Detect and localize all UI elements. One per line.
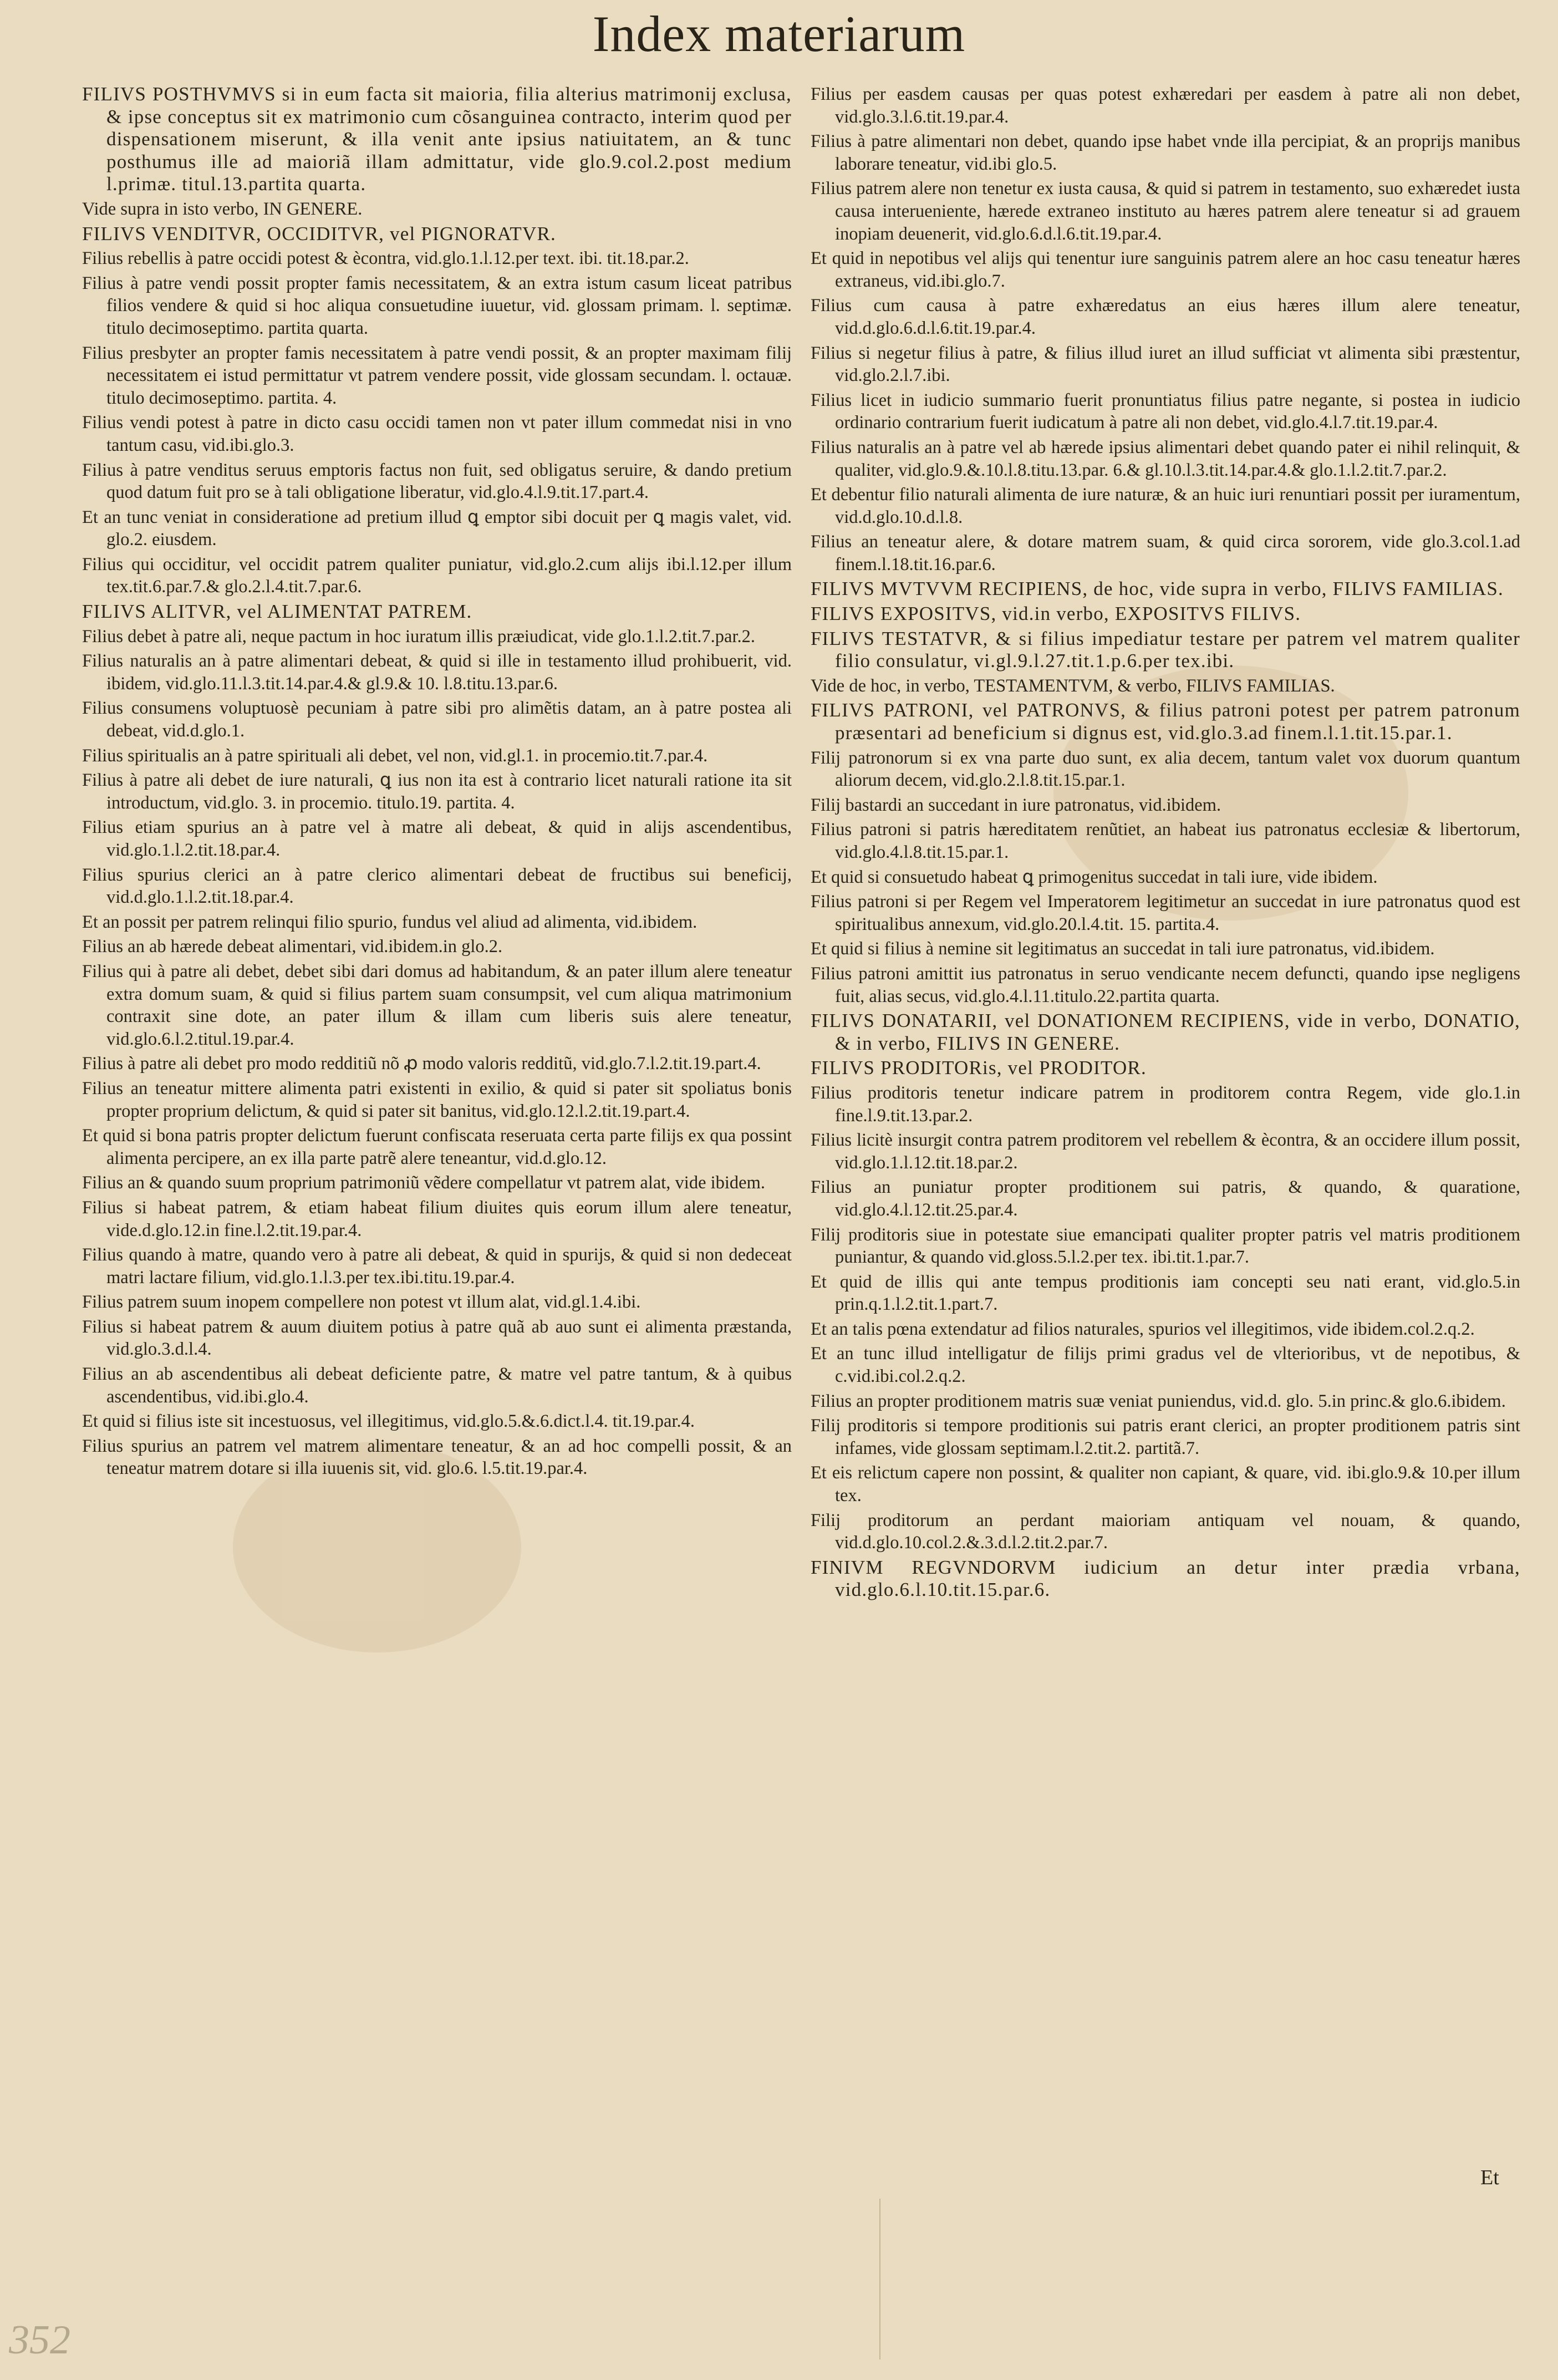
index-entry: Filius rebellis à patre occidi potest & ècontra, vid.glo.1.l.12.per text. ibi. tit.18.par.2. <box>82 248 689 269</box>
index-entry: Filius si habeat patrem, & etiam habeat filium diuites quis eorum illum alere teneatur, vide.d.glo.12.in fine.l.2.tit.19.par.4. <box>82 1197 792 1240</box>
index-entry: Filius naturalis an à patre alimentari debeat, & quid si ille in testamento illud prohibuerit, vid. ibidem, vid.glo.11.l.3.tit.14.par.4.& gl.9.& 10. l.8.titu.13.par.6. <box>82 651 792 694</box>
index-entry: Et debentur filio naturali alimenta de iure naturæ, & an huic iuri renuntiari possit per iuramentum, vid.d.glo.10.d.l.8. <box>811 485 1520 527</box>
index-heading: FILIVS ALITVR, vel ALIMENTAT PATREM. <box>82 601 472 623</box>
index-entry: Vide de hoc, in verbo, TESTAMENTVM, & verbo, FILIVS FAMILIAS. <box>811 675 1335 696</box>
index-entry: Filius naturalis an à patre vel ab hærede ipsius alimentari debet quando pater ei nihil relinquit, & qualiter, vid.glo.9.&.10.l.8.titu.13.par. 6.& gl.10.l.3.tit.14.par.4.& glo.1.l.2.tit.7.par.2. <box>811 437 1520 480</box>
index-entry: Filius patrem suum inopem compellere non potest vt illum alat, vid.gl.1.4.ibi. <box>82 1292 641 1313</box>
index-entry: Filius consumens voluptuosè pecuniam à patre sibi pro alimẽtis datam, an à patre postea ali debeat, vid.d.glo.1. <box>82 698 792 741</box>
index-heading: FILIVS VENDITVR, OCCIDITVR, vel PIGNORATVR. <box>82 222 556 245</box>
index-entry: Filius qui occiditur, vel occidit patrem qualiter puniatur, vid.glo.2.cum alijs ibi.l.12.per illum tex.tit.6.par.7.& glo.2.l.4.tit.7.par.6. <box>82 554 792 597</box>
catchword: Et <box>1480 2166 1499 2189</box>
index-entry: Filius licet in iudicio summario fuerit pronuntiatus filius patre negante, si postea in iudicio ordinario contrarium fuerit iudicatum à patre ali non debet, vid.glo.4.l.7.tit.19.par.4. <box>811 390 1520 433</box>
index-entry: Filius etiam spurius an à patre vel à matre ali debeat, & quid in alijs ascendentibus, vid.glo.1.l.2.tit.18.par.4. <box>82 817 792 860</box>
index-entry: Filius proditoris tenetur indicare patrem in proditorem contra Regem, vide glo.1.in fine.l.9.tit.13.par.2. <box>811 1082 1520 1126</box>
index-entry: Et quid si filius à nemine sit legitimatus an succedat in tali iure patronatus, vid.ibidem. <box>811 939 1435 959</box>
index-entry: Filius si habeat patrem & auum diuitem potius à patre quã ab auo sunt ei alimenta præstanda, vid.glo.3.d.l.4. <box>82 1316 792 1360</box>
index-entry: Filius patroni si per Regem vel Imperatorem legitimetur an succedat in iure patronatus quod est spiritualibus annexum, vid.glo.20.l.4.tit. 15. partita.4. <box>811 892 1520 934</box>
index-entry: Et an tunc illud intelligatur de filijs primi gradus vel de vlterioribus, vt de nepotibus, & c.vid.ibi.col.2.q.2. <box>811 1344 1520 1387</box>
index-entry: Filius spiritualis an à patre spirituali ali debet, vel non, vid.gl.1. in procemio.tit.7.par.4. <box>82 745 708 766</box>
index-entry: Filij bastardi an succedant in iure patronatus, vid.ibidem. <box>811 795 1221 815</box>
index-entry: Et quid si bona patris propter delictum fuerunt confiscata reseruata certa parte filijs ex qua possint alimenta percipere, an ex illa parte patrẽ alere teneantur, vid.d.glo.12. <box>82 1126 792 1168</box>
index-entry: Filius an puniatur propter proditionem sui patris, & quando, & quaratione, vid.glo.4.l.12.tit.25.par.4. <box>811 1177 1520 1220</box>
index-entry: Filius spurius clerici an à patre clerico alimentari debeat de fructibus sui beneficij, vid.d.glo.1.l.2.tit.18.par.4. <box>82 864 792 908</box>
index-heading: FILIVS PRODITORis, vel PRODITOR. <box>811 1057 1147 1079</box>
page-title: Index materiarum <box>592 6 966 62</box>
index-heading: FILIVS MVTVVM RECIPIENS, de hoc, vide supra in verbo, FILIVS FAMILIAS. <box>811 578 1504 600</box>
index-entry: Et quid in nepotibus vel alijs qui tenentur iure sanguinis patrem alere an hoc casu teneatur hæres extraneus, vid.ibi.glo.7. <box>811 248 1520 291</box>
index-entry: Filius à patre alimentari non debet, quando ipse habet vnde illa percipiat, & an proprijs manibus laborare teneatur, vid.ibi glo.5. <box>811 131 1520 174</box>
index-entry: Filius à patre ali debet de iure naturali, ꝗ ius non ita est à contrario licet naturali ratione ita sit introductum, vid.glo. 3. in procemio. titulo.19. partita. 4. <box>82 770 792 813</box>
index-entry: Vide supra in isto verbo, IN GENERE. <box>82 199 363 219</box>
index-entry: Filius quando à matre, quando vero à patre ali debeat, & quid in spurijs, & quid si non dedeceat matri lactare filium, vid.glo.1.l.3.per tex.ibi.titu.19.par.4. <box>82 1245 792 1288</box>
index-entry: Filij proditoris siue in potestate siue emancipati qualiter propter patris vel matris proditionem puniantur, & quando vid.gloss.5.l.2.per tex. ibi.tit.1.par.7. <box>811 1224 1520 1268</box>
index-entry: Et an talis pœna extendatur ad filios naturales, spurios vel illegitimos, vide ibidem.col.2.q.2. <box>811 1319 1475 1339</box>
index-entry: Filius à patre venditus seruus emptoris factus non fuit, sed obligatus seruire, & dando pretium quod datum fuit pro se à tali obligatione liberatur, vid.glo.4.l.9.tit.17.part.4. <box>82 460 792 503</box>
index-entry: Filius per easdem causas per quas potest exhæredari per easdem à patre ali non debet, vid.glo.3.l.6.tit.19.par.4. <box>811 84 1520 127</box>
index-entry: Filius an ab hærede debeat alimentari, vid.ibidem.in glo.2. <box>82 937 503 957</box>
index-entry: Filius cum causa à patre exhæredatus an eius hæres illum alere teneatur, vid.d.glo.6.d.l.6.tit.19.par.4. <box>811 296 1520 338</box>
index-entry: Filij patronorum si ex vna parte duo sunt, ex alia decem, tantum valet vox duorum quantum aliorum decem, vid.glo.2.l.8.tit.15.par.1. <box>811 747 1520 791</box>
index-heading: FILIVS DONATARII, vel DONATIONEM RECIPIENS, vide in verbo, DONATIO, & in verbo, FILIVS IN GENERE. <box>811 1010 1520 1054</box>
index-entry: Et quid si consuetudo habeat ꝗ primogenitus succedat in tali iure, vide ibidem. <box>811 867 1378 887</box>
index-entry: Filius presbyter an propter famis necessitatem à patre vendi possit, & an propter maximam filij necessitatem ei istud permittatur vt patrem vendere possit, vide glossam secundam. l. octauæ. titulo decimoseptimo. partita. 4. <box>82 343 792 408</box>
paper-fold <box>879 2199 880 2359</box>
index-heading: FILIVS PATRONI, vel PATRONVS, & filius patroni potest per patrem patronum præsentari ad beneficium si dignus est, vid.glo.3.ad finem.l.1.tit.15.par.1. <box>811 699 1520 744</box>
index-entry: Filius patrem alere non tenetur ex iusta causa, & quid si patrem in testamento, suo exhæredet iusta causa interueniente, hærede extraneo instituto au hæres patrem alere teneatur si ad grauem inopiam deuenerit, vid.glo.6.d.l.6.tit.19.par.4. <box>811 179 1520 244</box>
index-entry: Filius spurius an patrem vel matrem alimentare teneatur, & an ad hoc compelli possit, & an teneatur matrem dotare si illa iuuenis sit, vid. glo.6. l.5.tit.19.par.4. <box>82 1436 792 1479</box>
index-entry: Filius à patre vendi possit propter famis necessitatem, & an extra istum casum liceat patribus filios vendere & quid si hoc aliqua consuetudine iuuetur, vid. glossam primam. l. septimæ. titulo decimoseptimo. partita quarta. <box>82 273 792 338</box>
index-heading: FILIVS EXPOSITVS, vid.in verbo, EXPOSITVS FILIVS. <box>811 603 1301 625</box>
index-entry: Filius à patre ali debet pro modo redditiũ nõ ꝓ modo valoris redditũ, vid.glo.7.l.2.tit.19.part.4. <box>82 1054 761 1074</box>
index-entry: Filius an propter proditionem matris suæ veniat puniendus, vid.d. glo. 5.in princ.& glo.6.ibidem. <box>811 1391 1506 1411</box>
index-entry: Filius debet à patre ali, neque pactum in hoc iuratum illis præiudicat, vide glo.1.l.2.tit.7.par.2. <box>82 626 755 647</box>
index-entry: Filij proditorum an perdant maioriam antiquam vel nouam, & quando, vid.d.glo.10.col.2.&.3.d.l.2.tit.2.par.7. <box>811 1510 1520 1553</box>
index-entry: Filius si negetur filius à patre, & filius illud iuret an illud sufficiat vt alimenta sibi præstentur, vid.glo.2.l.7.ibi. <box>811 343 1520 386</box>
index-entry: Et quid si filius iste sit incestuosus, vel illegitimus, vid.glo.5.&.6.dict.l.4. tit.19.par.4. <box>82 1411 695 1432</box>
index-entry: Filius an & quando suum proprium patrimoniũ vẽdere compellatur vt patrem alat, vide ibidem. <box>82 1173 766 1193</box>
index-entry: Filius licitè insurgit contra patrem proditorem vel rebellem & ècontra, & an occidere illum possit, vid.glo.1.l.12.tit.18.par.2. <box>811 1130 1520 1173</box>
page-number-mark: 352 <box>9 2317 70 2363</box>
index-entry: Et quid de illis qui ante tempus proditionis iam concepti seu nati erant, vid.glo.5.in prin.q.1.l.2.tit.1.part.7. <box>811 1272 1520 1315</box>
index-entry: Filij proditoris si tempore proditionis sui patris erant clerici, an propter proditionem patris sint infames, vide glossam septimam.l.2.tit.2. partitã.7. <box>811 1416 1520 1458</box>
index-heading: FILIVS TESTATVR, & si filius impediatur testare per patrem vel matrem qualiter filio consulatur, vi.gl.9.l.27.tit.1.p.6.per tex.ibi. <box>811 627 1520 672</box>
index-entry: Filius an teneatur alere, & dotare matrem suam, & quid circa sororem, vide glo.3.col.1.ad finem.l.18.tit.16.par.6. <box>811 532 1520 574</box>
index-entry: Filius patroni amittit ius patronatus in seruo vendicante necem defuncti, quando ipse negligens fuit, alias secus, vid.glo.4.l.11.titulo.22.partita quarta. <box>811 963 1520 1006</box>
index-entry: Filius vendi potest à patre in dicto casu occidi tamen non vt pater illum commedat nisi in vno tantum casu, vid.ibi.glo.3. <box>82 413 792 455</box>
index-entry: Filius an ab ascendentibus ali debeat deficiente patre, & matre vel patre tantum, & à quibus ascendentibus, vid.ibi.glo.4. <box>82 1364 792 1407</box>
index-entry: Et an tunc veniat in consideratione ad pretium illud ꝗ emptor sibi docuit per ꝗ magis valet, vid. glo.2. eiusdem. <box>82 507 792 550</box>
index-entry: Filius an teneatur mittere alimenta patri existenti in exilio, & quid si pater sit spoliatus bonis propter proprium delictum, & quid si pater sit banitus, vid.glo.12.l.2.tit.19.part.4. <box>82 1078 792 1121</box>
index-heading: FINIVM REGVNDORVM iudicium an detur inter prædia vrbana, vid.glo.6.l.10.tit.15.par.6. <box>811 1556 1520 1601</box>
index-entry: Filius qui à patre ali debet, debet sibi dari domus ad habitandum, & an pater illum alere teneatur extra domum suam, & quid si filius partem suam consumpsit, vel cum aliqua matrimonium contraxit sine dote, an pater illum & illam cum liberis suis alere teneatur, vid.glo.6.l.2.titul.19.par.4. <box>82 961 792 1049</box>
left-column <box>82 83 792 1482</box>
right-column <box>811 83 1520 1604</box>
index-heading: FILIVS POSTHVMVS si in eum facta sit maioria, filia alterius matrimonij exclusa, & ipse conceptus sit ex matrimonio cum cõsanguinea contracto, interim quod per dispensationem miserunt, & illa venit ante ipsius natiuitatem, an & tunc posthumus ille ad maioriã illam admittatur, vide glo.9.col.2.post medium l.primæ. titul.13.partita quarta. <box>82 83 792 195</box>
index-entry: Et an possit per patrem relinqui filio spurio, fundus vel aliud ad alimenta, vid.ibidem. <box>82 912 697 932</box>
index-entry: Et eis relictum capere non possint, & qualiter non capiant, & quare, vid. ibi.glo.9.& 10.per illum tex. <box>811 1463 1520 1506</box>
index-entry: Filius patroni si patris hæreditatem renũtiet, an habeat ius patronatus ecclesiæ & libertorum, vid.glo.4.l.8.tit.15.par.1. <box>811 820 1520 862</box>
